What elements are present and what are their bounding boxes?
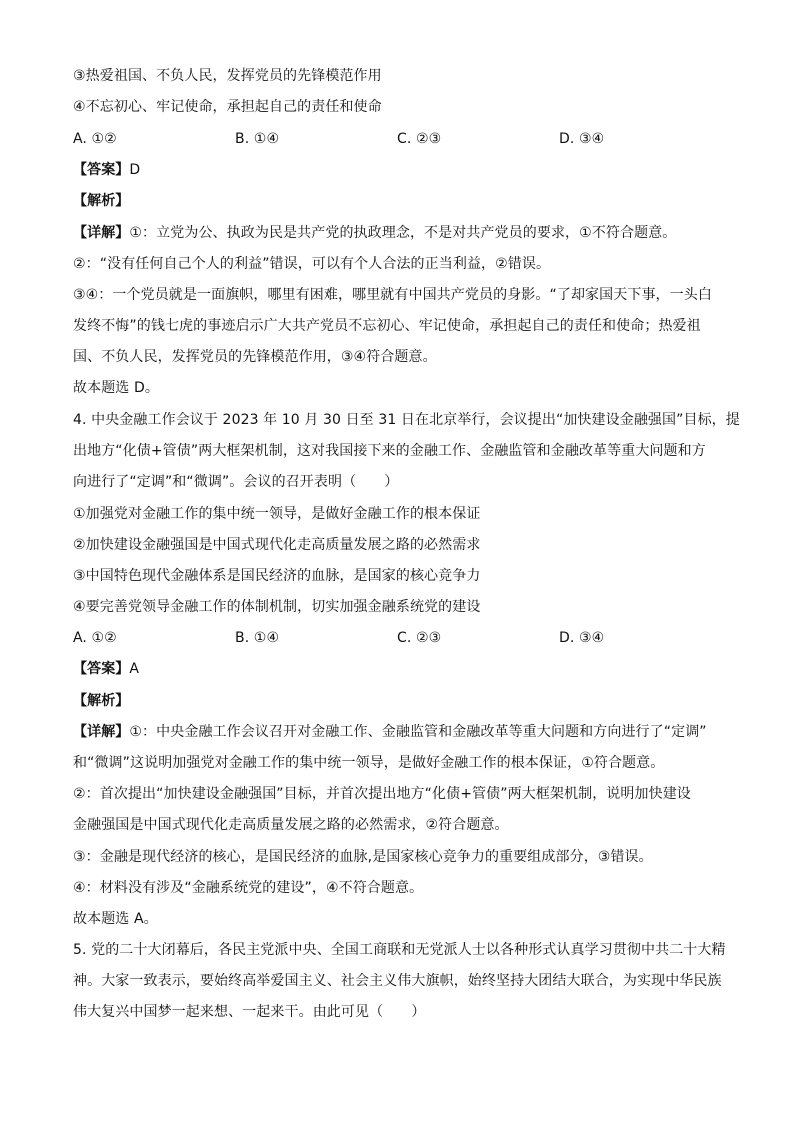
q3-option-item-4: ④不忘初心、牢记使命，承担起自己的责任和使命 [73, 99, 382, 115]
q4-detail-3: ③：金融是现代经济的核心，是国民经济的血脉,是国家核心竞争力的重要组成部分，③错误。 [73, 849, 653, 865]
q5-stem-1: 5. 党的二十大闭幕后，各民主党派中央、全国工商联和无党派人士以各种形式认真学习贯彻中共二十大精 [73, 942, 726, 958]
q3-conclusion: 故本题选 D。 [73, 380, 159, 396]
q4-option-item-3: ③中国特色现代金融体系是国民经济的血脉，是国家的核心竞争力 [73, 568, 481, 584]
q3-choice-d: D. ③④ [559, 131, 605, 147]
q3-detail-label: 【详解】 [73, 225, 130, 241]
q3-choices [73, 128, 753, 150]
q4-detail-2b: 金融强国是中国式现代化走高质量发展之路的必然需求，②符合题意。 [73, 817, 509, 833]
q4-detail-1a [73, 721, 753, 743]
q4-conclusion: 故本题选 A。 [73, 911, 158, 927]
q3-option-item-3: ③热爱祖国、不负人民，发挥党员的先锋模范作用 [73, 68, 382, 84]
q4-stem-1: 4. 中央金融工作会议于 2023 年 10 月 30 日至 31 日在北京举行，会议提出“加快建设金融强国”目标，提 [73, 412, 740, 428]
q4-detail-label: 【详解】 [73, 724, 130, 740]
q3-choice-c: C. ②③ [397, 131, 442, 147]
q4-choice-d: D. ③④ [559, 630, 605, 646]
q4-choices [73, 627, 753, 649]
q3-detail-3c: 国、不负人民，发挥党员的先锋模范作用，③④符合题意。 [73, 349, 437, 365]
q4-stem-3: 向进行了“定调”和“微调”。会议的召开表明（ ） [73, 474, 399, 490]
q4-detail-1b: 和“微调”这说明加强党对金融工作的集中统一领导，是做好金融工作的根本保证，①符合题意。 [73, 755, 665, 771]
q4-stem-2: 出地方“化债+管债”两大框架机制，这对我国接下来的金融工作、金融监管和金融改革等重大问题和方 [73, 443, 706, 459]
q3-detail-3a: ③④：一个党员就是一面旗帜，哪里有困难，哪里就有中国共产党员的身影。“了却家国天下事，一头白 [73, 287, 712, 303]
q3-choice-b: B. ①④ [235, 131, 280, 147]
q4-choice-c: C. ②③ [397, 630, 442, 646]
q3-detail-1 [73, 222, 753, 244]
q3-answer [73, 159, 753, 181]
q3-choice-a: A. ①② [73, 131, 117, 147]
q4-analysis-label: 【解析】 [73, 693, 130, 709]
q3-analysis-label: 【解析】 [73, 193, 130, 209]
q4-choice-a: A. ①② [73, 630, 117, 646]
q5-stem-2: 神。大家一致表示，要始终高举爱国主义、社会主义伟大旗帜，始终坚持大团结大联合，为实现中华民族 [73, 973, 722, 989]
q3-detail-1-text: ①：立党为公、执政为民是共产党的执政理念，不是对共产党员的要求，①不符合题意。 [129, 225, 677, 241]
q4-detail-1a-text: ①：中央金融工作会议召开对金融工作、金融监管和金融改革等重大问题和方向进行了“定调” [129, 724, 707, 740]
q4-answer [73, 658, 753, 680]
q4-option-item-4: ④要完善党领导金融工作的体制机制，切实加强金融系统党的建设 [73, 599, 481, 615]
q3-detail-2: ②：“没有任何自己个人的利益”错误，可以有个人合法的正当利益，②错误。 [73, 256, 551, 272]
q4-option-item-1: ①加强党对金融工作的集中统一领导，是做好金融工作的根本保证 [73, 506, 481, 522]
q4-answer-label: 【答案】 [73, 661, 130, 677]
q3-answer-value: D [129, 162, 141, 178]
q5-stem-3: 伟大复兴中国梦一起来想、一起来干。由此可见（ ） [73, 1004, 426, 1020]
q4-detail-4: ④：材料没有涉及“金融系统党的建设”，④不符合题意。 [73, 880, 424, 896]
q3-detail-3b: 发终不悔”的钱七虎的事迹启示广大共产党员不忘初心、牢记使命，承担起自己的责任和使命；热爱祖 [73, 318, 701, 334]
q3-answer-label: 【答案】 [73, 162, 130, 178]
q4-answer-value: A [129, 661, 140, 677]
q4-detail-2a: ②：首次提出“加快建设金融强国”目标，并首次提出地方“化债+管债”两大框架机制，说明加快建设 [73, 786, 691, 802]
q4-choice-b: B. ①④ [235, 630, 280, 646]
q4-option-item-2: ②加快建设金融强国是中国式现代化走高质量发展之路的必然需求 [73, 537, 481, 553]
